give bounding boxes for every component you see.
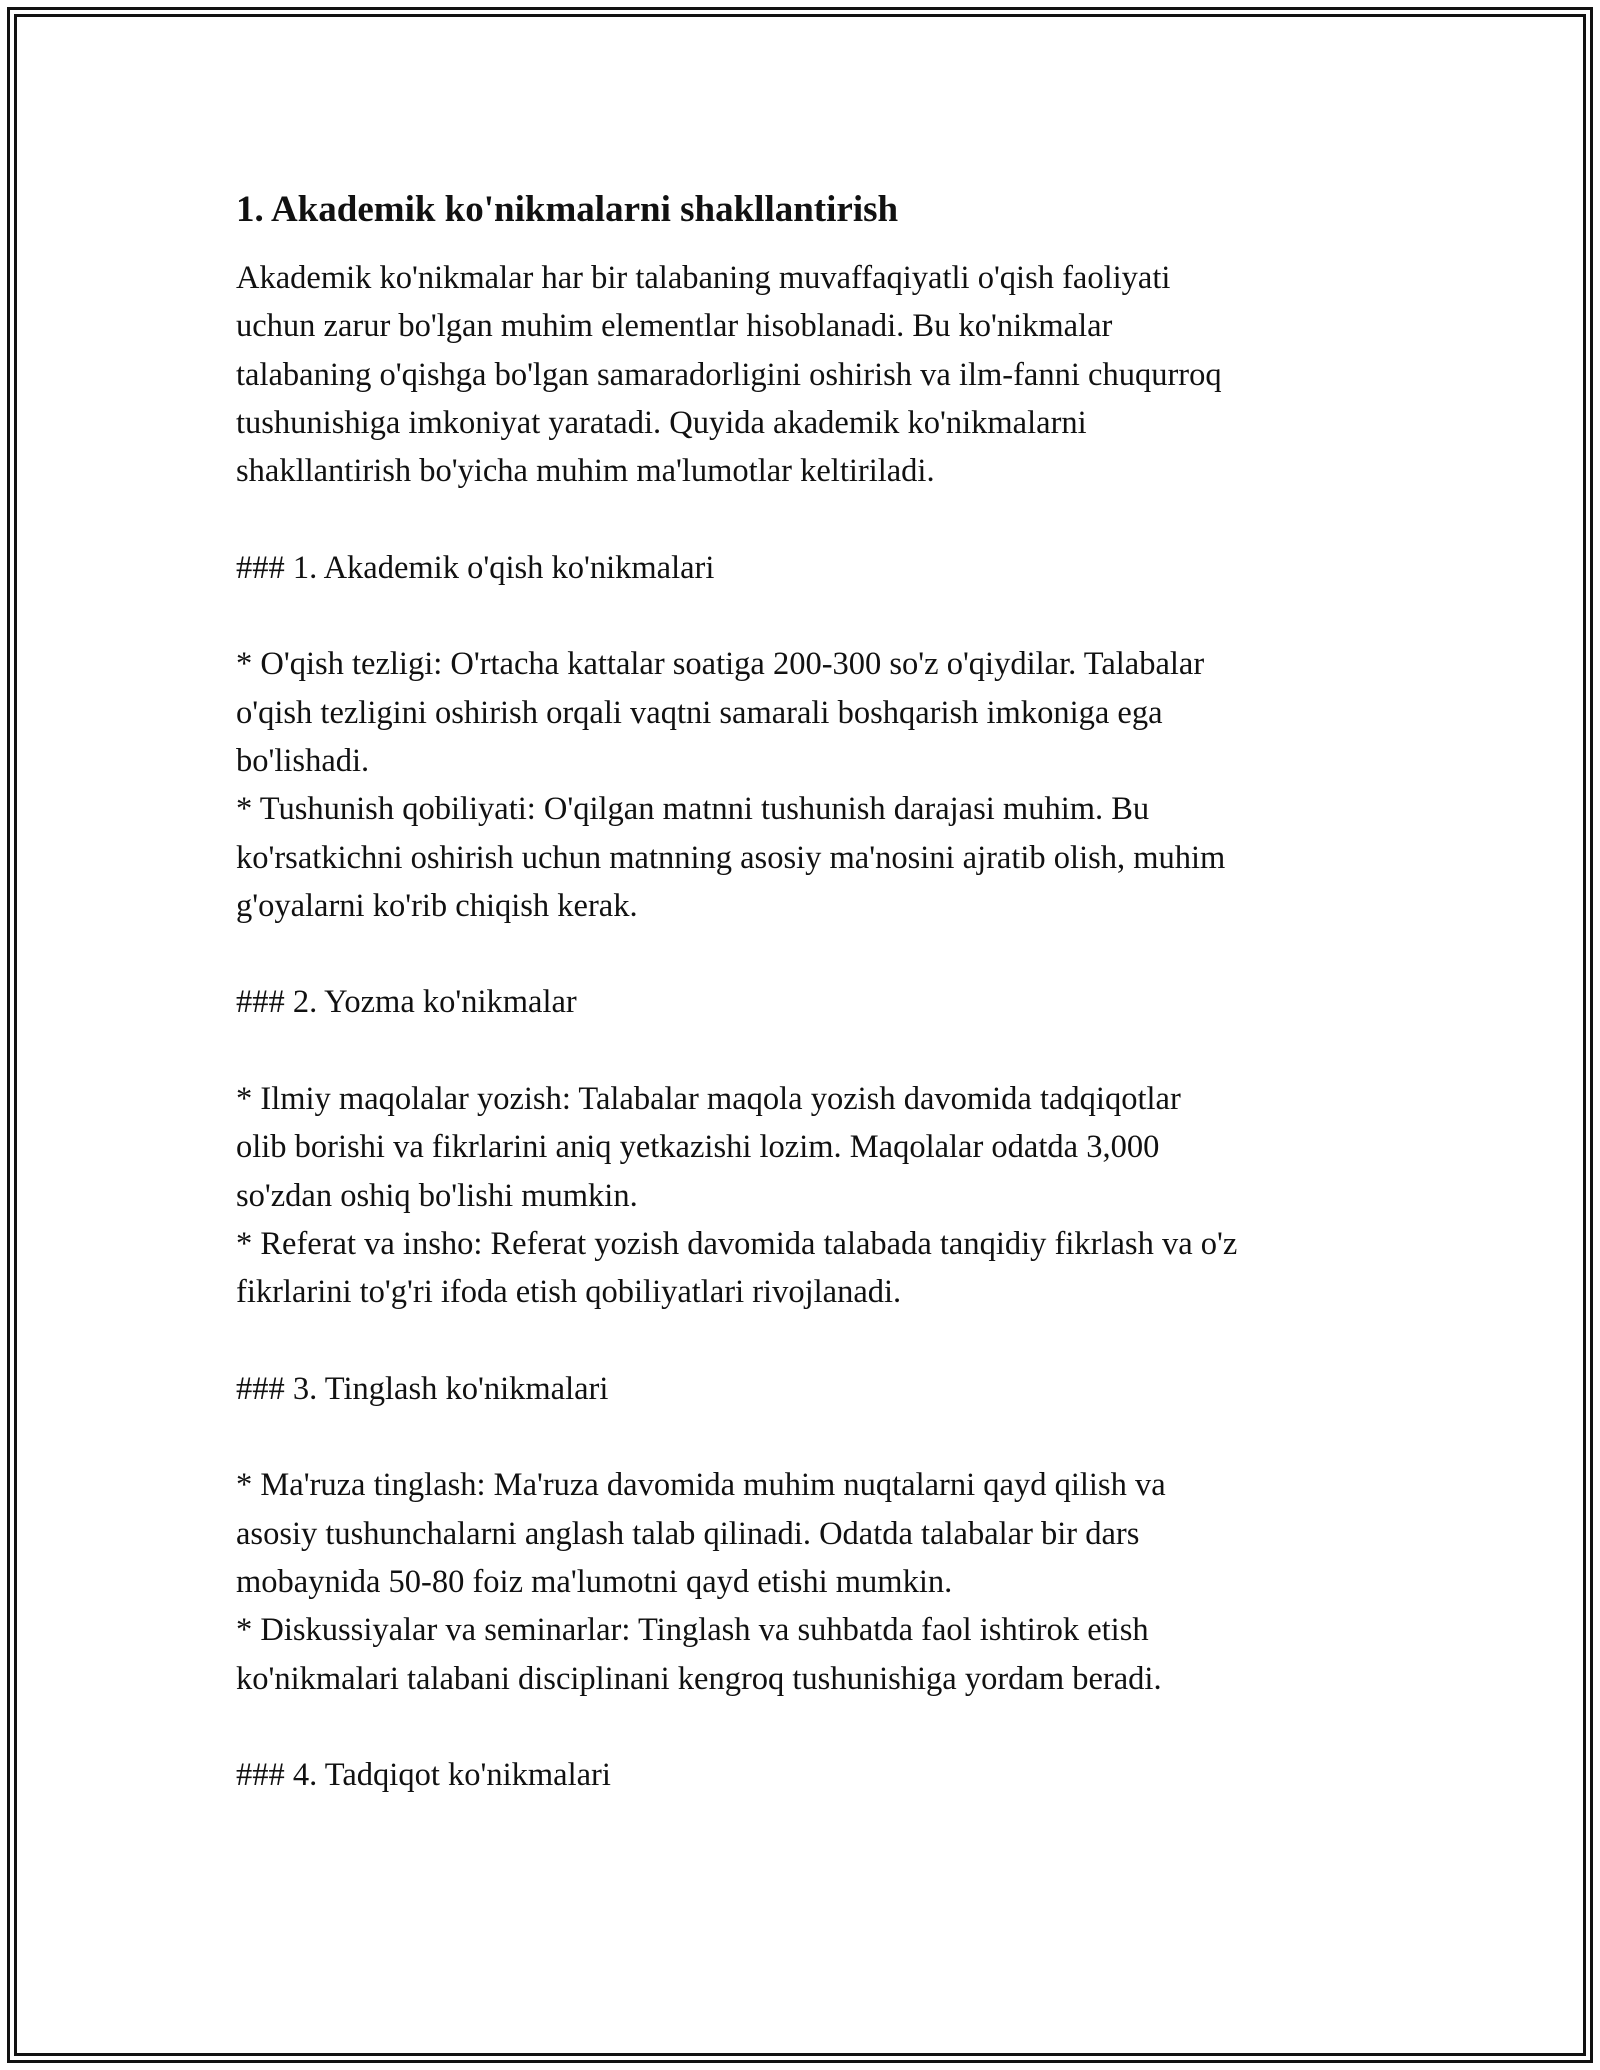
spacer	[236, 1413, 1376, 1461]
spacer	[236, 930, 1376, 978]
list-item-comprehension: * Tushunish qobiliyati: O'qilgan matnni tushunish darajasi muhim. Bu ko'rsatkichni oshirish uchun matnning asosiy ma'nosini ajratib olish, muhim g'oyalarni ko'rib chiqish kerak.	[236, 791, 1226, 924]
list-item-lecture-listening: * Ma'ruza tinglash: Ma'ruza davomida muhim nuqtalarni qayd qilish va asosiy tushunchalarni anglash talab qilinadi. Odatda talabalar bir dars mobaynida 50-80 foiz ma'lumotni qayd etishi mumkin.	[236, 1467, 1166, 1601]
spacer	[236, 1703, 1376, 1751]
spacer	[236, 592, 1376, 640]
intro-paragraph: Akademik ko'nikmalar har bir talabaning muvaffaqiyatli o'qish faoliyati uchun zarur bo'lgan muhim elementlar hisoblanadi. Bu ko'nikmalar talabaning o'qishga bo'lgan samaradorligini oshirish va ilm-fanni chuqurroq tushunishiga imkoniyat yaratadi. Quyida akademik ko'nikmalarni shakllantirish bo'yicha muhim ma'lumotlar keltiriladi.	[236, 260, 1222, 490]
document-body	[236, 186, 1376, 1800]
document-title: 1. Akademik ko'nikmalarni shakllantirish	[236, 189, 899, 230]
list-item-discussions: * Diskussiyalar va seminarlar: Tinglash va suhbatda faol ishtirok etish ko'nikmalari talabani disciplinani kengroq tushunishiga yordam beradi.	[236, 1612, 1162, 1697]
spacer	[236, 1317, 1376, 1365]
section-heading-listening: ### 3. Tinglash ko'nikmalari	[236, 1370, 609, 1407]
spacer	[236, 495, 1376, 543]
list-item-essay: * Referat va insho: Referat yozish davomida talabada tanqidiy fikrlash va o'z fikrlarini to'g'ri ifoda etish qobiliyatlari rivojlanadi.	[236, 1225, 1238, 1311]
section-heading-reading: ### 1. Akademik o'qish ko'nikmalari	[236, 549, 715, 586]
list-item-scientific-articles: * Ilmiy maqolalar yozish: Talabalar maqola yozish davomida tadqiqotlar olib borishi va fikrlarini aniq yetkazishi lozim. Maqolalar odatda 3,000 so'zdan oshiq bo'lishi mumkin.	[236, 1081, 1181, 1214]
spacer	[236, 1027, 1376, 1075]
section-heading-research: ### 4. Tadqiqot ko'nikmalari	[236, 1757, 611, 1794]
list-item-reading-speed: * O'qish tezligi: O'rtacha kattalar soatiga 200-300 so'z o'qiydilar. Talabalar o'qish tezligini oshirish orqali vaqtni samarali boshqarish imkoniga ega bo'lishadi.	[236, 646, 1205, 779]
section-heading-writing: ### 2. Yozma ko'nikmalar	[236, 984, 577, 1021]
